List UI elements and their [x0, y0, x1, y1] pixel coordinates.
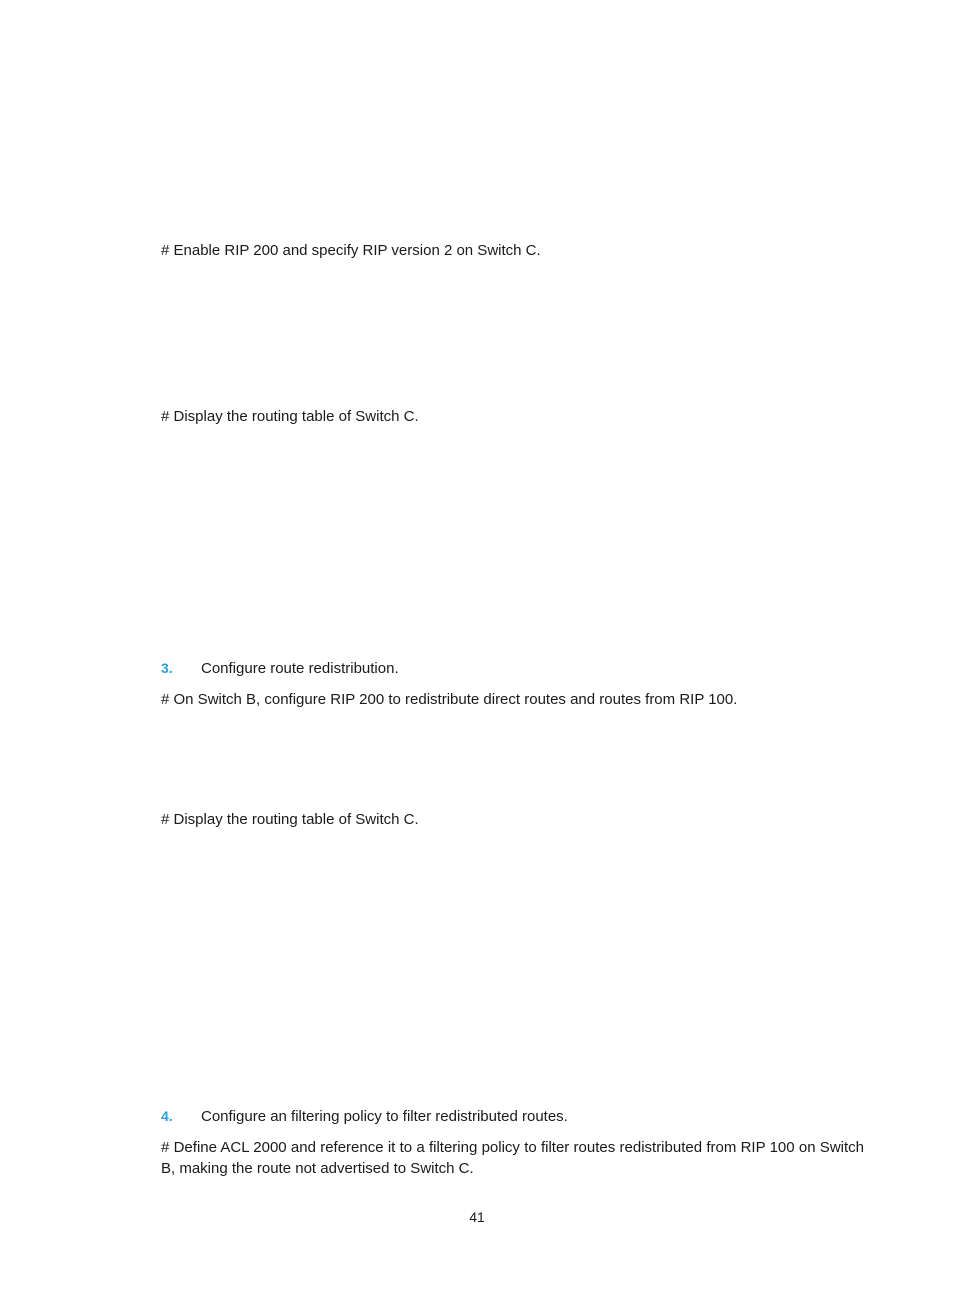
step-3-number: 3. [161, 660, 173, 676]
step-3-title: Configure route redistribution. [201, 660, 399, 677]
display-routing-table-instruction: # Display the routing table of Switch C. [161, 408, 419, 425]
enable-rip-instruction: # Enable RIP 200 and specify RIP version 2 on Switch C. [161, 242, 541, 259]
step-4-heading [161, 1106, 568, 1127]
page-number: 41 [469, 1209, 485, 1225]
step-3-description: # On Switch B, configure RIP 200 to redistribute direct routes and routes from RIP 100. [161, 691, 738, 708]
step-4-description: # Define ACL 2000 and reference it to a filtering policy to filter routes redistributed from RIP 100 on Switch B, making the route not advertised to Switch C. [161, 1139, 864, 1177]
display-routing-table-instruction-2: # Display the routing table of Switch C. [161, 811, 419, 828]
step-3-heading [161, 658, 399, 679]
step-4-number: 4. [161, 1108, 173, 1124]
step-4-title: Configure an filtering policy to filter redistributed routes. [201, 1108, 568, 1125]
